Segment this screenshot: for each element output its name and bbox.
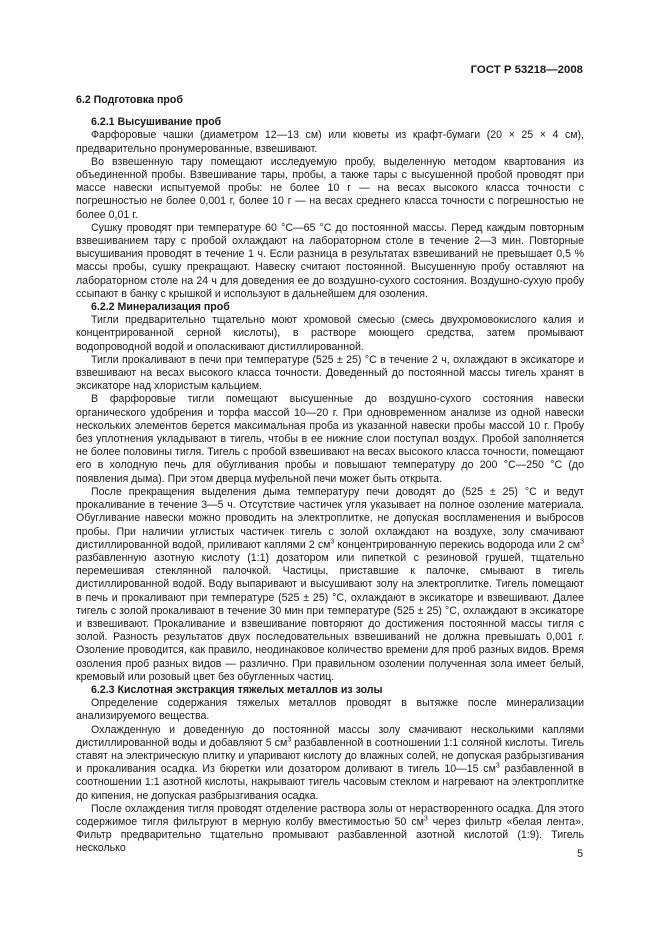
page-content [76, 94, 584, 856]
standard-code: ГОСТ Р 53218—2008 [470, 64, 583, 76]
paragraph: Определение содержания тяжелых металлов проводят в вытяжке после минерализации анализируемого вещества. [76, 697, 584, 723]
text-run: концентрированную перекись водорода или 2 см [334, 538, 581, 551]
section-heading: 6.2 Подготовка проб [76, 94, 183, 106]
paragraph: Во взвешенную тару помещают исследуемую пробу, выделенную методом квартования из объединенной пробы. Взвешивание тары, пробы, а также тары с высушенной пробой проводят при массе навески испытуемой пробы: не более 10 г — на весах высокого класса точности с погрешностью не более 0,001 г, более 10 г — на весах среднего класса точности с погрешностью не более 0,01 г. [76, 155, 584, 221]
paragraph: Сушку проводят при температуре 60 °С—65 °С до постоянной массы. Перед каждым повторным взвешиванием тару с пробой охлаждают на лабораторном столе в течение 2—3 мин. Повторные высушивания проводят в течение 1 ч. Если разница в результатах взвешиваний не превышает 0,5 % массы пробы, сушку прекращают. Навеску считают постоянной. Высушенную пробу оставляют на лабораторном столе на 24 ч для доведения ее до воздушно-сухого состояния. Воздушно-сухую пробу ссыпают в банку с крышкой и используют в дальнейшем для озоления. [76, 221, 584, 300]
subsection-heading-extraction: 6.2.3 Кислотная экстракция тяжелых металлов из золы [91, 683, 383, 696]
subsection-heading-mineralization: 6.2.2 Минерализация проб [91, 301, 230, 314]
unit-exponent: 3 [423, 815, 428, 823]
paragraph [76, 486, 584, 684]
paragraph: Тигли прокаливают в печи при температуре (525 ± 25) °С в течение 2 ч, охлаждают в эксикаторе и взвешивают на весах высокого класса точности. Доведенный до постоянной массы тигель хранят в эксикаторе над хлористым кальцием. [76, 353, 584, 393]
text-run: через фильтр «белая лента». Фильтр предварительно тщательно промывают разбавленной азотной кислотой (1:9). Тигель несколько [76, 815, 584, 855]
paragraph [76, 803, 584, 856]
text-run: разбавленной в соотношении 1:1 соляной кислоты. Тигель ставят на электрическую плитку и упаривают кислоту до влажных солей, не допуская разбрызгивания и прокаливания осадка. Из бюретки или дозатором доливают в тигель 10—15 см [76, 736, 584, 776]
unit-exponent: 3 [330, 538, 335, 546]
paragraph [76, 724, 584, 803]
text-run: Охлажденную и доведенную до постоянной массы золу смачивают несколькими каплями дистиллированной воды и добавляют 5 см [76, 723, 584, 749]
subsection-heading-drying: 6.2.1 Высушивание проб [91, 116, 222, 129]
paragraph: Тигли предварительно тщательно моют хромовой смесью (смесь двухромовокислого калия и концентрированной серной кислоты), в растворе моющего средства, затем промывают водопроводной водой и ополаскивают дистиллированной. [76, 314, 584, 353]
unit-exponent: 3 [580, 538, 584, 546]
text-run: разбавленной в соотношении 1:1 азотной кислоты, накрывают тигель часовым стеклом и нагревают на электроплитке до кипения, не допуская разбрызгивания осадка. [76, 763, 584, 802]
paragraph: Фарфоровые чашки (диаметром 12—13 см) или кюветы из крафт-бумаги (20 × 25 × 4 см), предварительно пронумерованные, взвешивают. [76, 129, 584, 155]
paragraph: В фарфоровые тигли помещают высушенные до воздушно-сухого состояния навески органического удобрения и торфа массой 10—20 г. При одновременном анализе из одной навески нескольких элементов берется максимальная проба из указанной навески пробы массой 10 г. Пробу без уплотнения укладывают в тигель, чтобы в ее нижние слои поступал воздух. Пробой заполняется не более половины тигля. Тигель с пробой взвешивают на весах высокого класса точности, помещают его в холодную печь для обугливания пробы и повышают температуру до 200 °С—250 °С (до появления дыма). При этом дверца муфельной печи может быть открыта. [76, 393, 584, 485]
unit-exponent: 3 [495, 762, 500, 770]
text-run: разбавленную азотную кислоту (1:1) дозатором или пипеткой с резиновой грушей, тщательно перемешивая стеклянной палочкой. Частицы, приставшие к палочке, смывают в тигель дистиллированной водой. Воду выпаривают и высушивают золу на электроплитке. Тигель помещают в печь и прокаливают при температуре (525 ± 25) °С, охлаждают в эксикаторе и взвешивают. Далее тигель с золой прокаливают в течение 30 мин при температуре (525 ± 25) °С, охлаждают в эксикаторе и взвешивают. Прокаливание и взвешивание повторяют до достижения постоянной массы тигля с золой. Разность результатов двух последовательных взвешиваний не должна превышать 0,001 г. Озоление проводится, как правило, неодинаковое количество времени для проб разных видов. Время озоления проб разных видов — различно. При правильном озолении полученная зола имеет белый, кремовый или розовый цвет без обугленных частиц. [76, 551, 584, 683]
text-run: После охлаждения тигля проводят отделение раствора золы от нерастворенного осадка. Для этого содержимое тигля фильтруют в мерную колбу вместимостью 50 см [76, 802, 584, 828]
unit-exponent: 3 [287, 736, 292, 744]
page-number: 5 [577, 848, 583, 860]
text-run: После прекращения выделения дыма температуру печи доводят до (525 ± 25) °С и ведут прокаливание в течение 3—5 ч. Отсутствие частичек угля указывает на полное озоление материала. Обугливание навески можно проводить на электроплитке, не допуская воспламенения и выбросов пробы. При наличии углистых частичек тигель с золой охлаждают на воздухе, золу смачивают дистиллированной водой, приливают каплями 2 см [76, 485, 584, 551]
